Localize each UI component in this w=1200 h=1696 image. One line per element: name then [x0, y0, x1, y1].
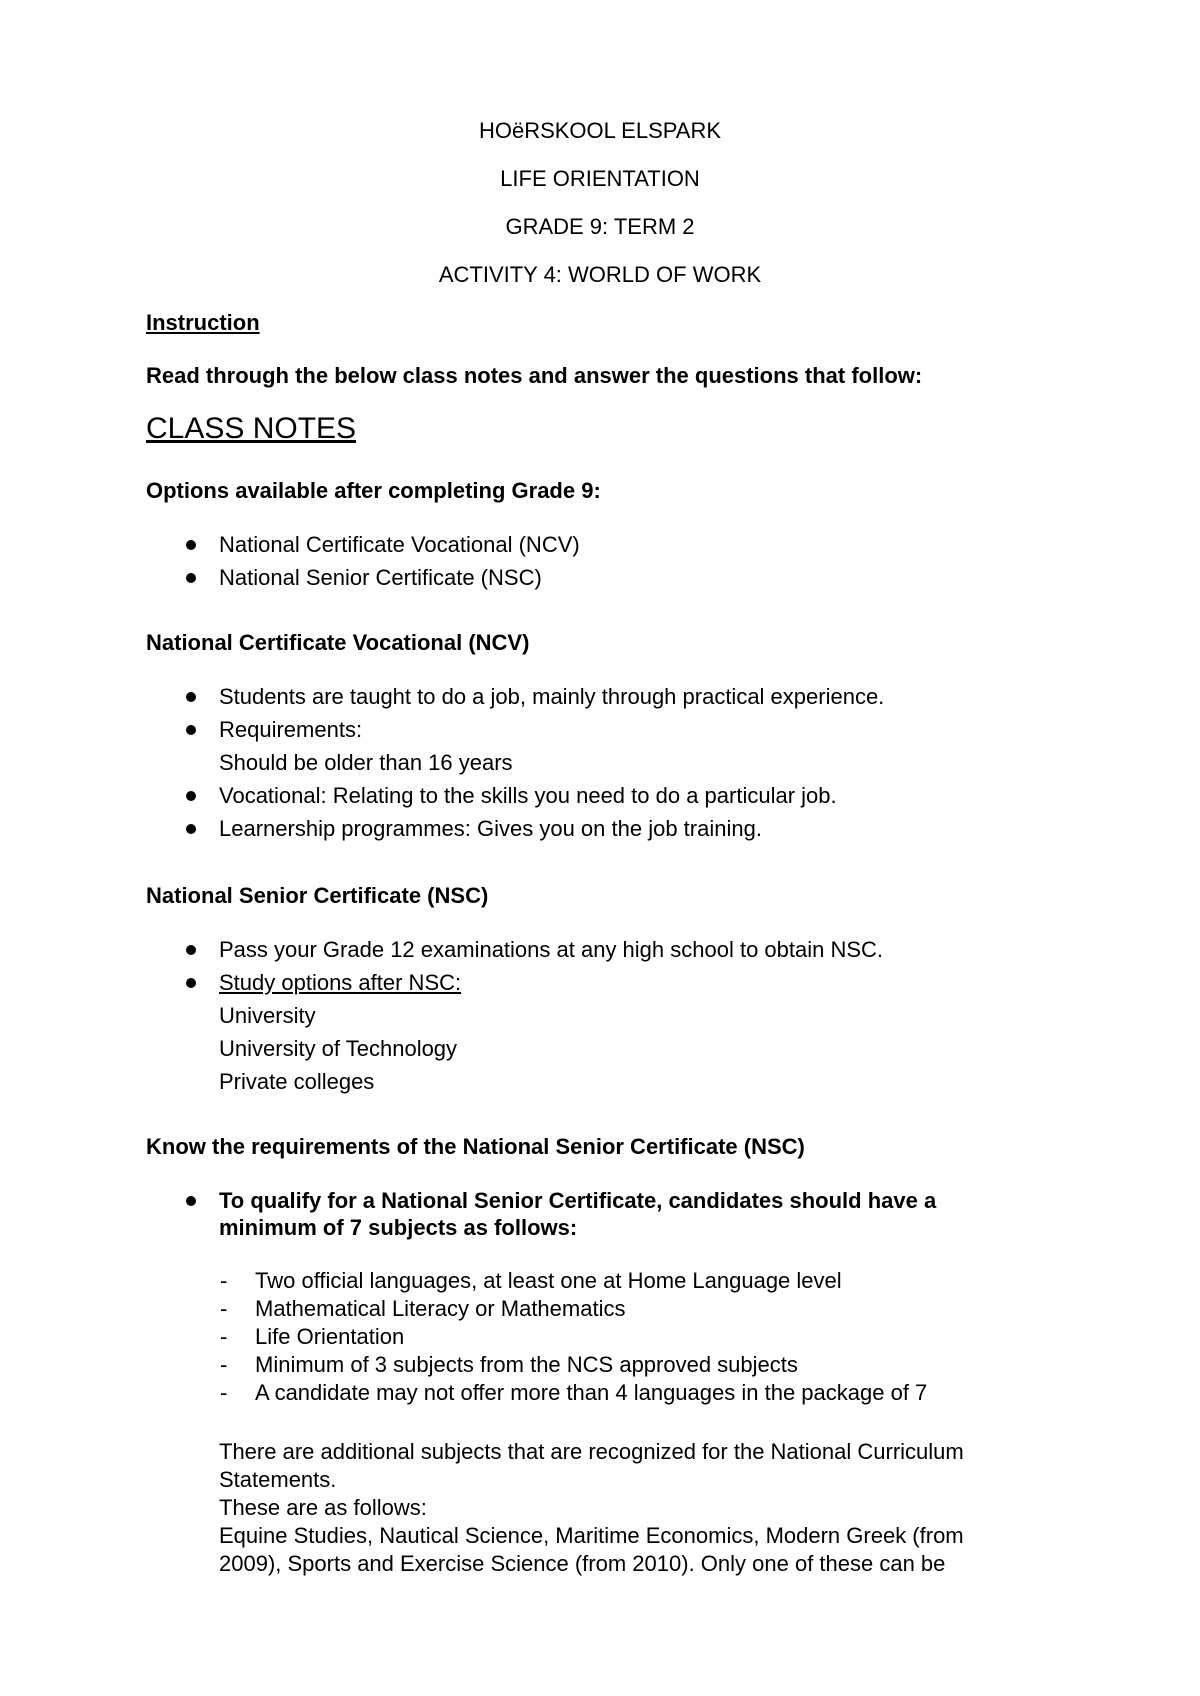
dash-marker: - [220, 1324, 228, 1349]
nsc-sub-item: Private colleges [219, 1069, 375, 1094]
nsc-heading: National Senior Certificate (NSC) [146, 883, 489, 908]
options-heading: Options available after completing Grade 9: [146, 478, 601, 503]
ncv-item: Vocational: Relating to the skills you need to do a particular job. [219, 783, 837, 808]
instruction-text: Read through the below class notes and answer the questions that follow: [146, 363, 923, 388]
school-name: HOëRSKOOL ELSPARK [478, 118, 722, 143]
dash-item: Life Orientation [255, 1324, 405, 1349]
bullet-icon [186, 540, 196, 550]
additional-text-line: Equine Studies, Nautical Science, Maritime Economics, Modern Greek (from [219, 1523, 964, 1548]
ncv-item: Students are taught to do a job, mainly through practical experience. [219, 684, 885, 709]
additional-text-line: These are as follows: [219, 1495, 427, 1520]
instruction-heading: Instruction [146, 310, 260, 335]
nsc-item: Study options after NSC: [219, 970, 462, 995]
ncv-heading: National Certificate Vocational (NCV) [146, 630, 530, 655]
bullet-icon [186, 1196, 196, 1206]
dash-marker: - [220, 1380, 228, 1405]
dash-marker: - [220, 1352, 228, 1377]
dash-item: Mathematical Literacy or Mathematics [255, 1296, 626, 1321]
requirements-bullet-line: minimum of 7 subjects as follows: [219, 1215, 578, 1240]
additional-text-line: Statements. [219, 1467, 337, 1492]
dash-item: Minimum of 3 subjects from the NCS approved subjects [255, 1352, 798, 1377]
dash-item: A candidate may not offer more than 4 languages in the package of 7 [255, 1380, 928, 1405]
requirements-heading: Know the requirements of the National Senior Certificate (NSC) [146, 1134, 805, 1159]
nsc-item: Pass your Grade 12 examinations at any high school to obtain NSC. [219, 937, 884, 962]
subject-title: LIFE ORIENTATION [500, 166, 700, 191]
nsc-sub-item: University [219, 1003, 316, 1028]
dash-item: Two official languages, at least one at Home Language level [255, 1268, 842, 1293]
options-item: National Senior Certificate (NSC) [219, 565, 542, 590]
grade-term: GRADE 9: TERM 2 [505, 214, 695, 239]
bullet-icon [186, 725, 196, 735]
bullet-icon [186, 978, 196, 988]
bullet-icon [186, 573, 196, 583]
options-item: National Certificate Vocational (NCV) [219, 532, 580, 557]
ncv-item-sub: Should be older than 16 years [219, 750, 513, 775]
nsc-sub-item: University of Technology [219, 1036, 458, 1061]
dash-marker: - [220, 1296, 228, 1321]
class-notes-title: CLASS NOTES [146, 412, 357, 445]
ncv-item: Requirements: [219, 717, 363, 742]
requirements-bullet-line: To qualify for a National Senior Certificate, candidates should have a [219, 1188, 937, 1213]
bullet-icon [186, 824, 196, 834]
bullet-icon [186, 945, 196, 955]
ncv-item: Learnership programmes: Gives you on the job training. [219, 816, 762, 841]
bullet-icon [186, 692, 196, 702]
additional-text-line: There are additional subjects that are recognized for the National Curriculum [219, 1439, 964, 1464]
activity-title: ACTIVITY 4: WORLD OF WORK [438, 262, 762, 287]
bullet-icon [186, 791, 196, 801]
dash-marker: - [220, 1268, 228, 1293]
additional-text-line: 2009), Sports and Exercise Science (from 2010). Only one of these can be [219, 1551, 946, 1576]
